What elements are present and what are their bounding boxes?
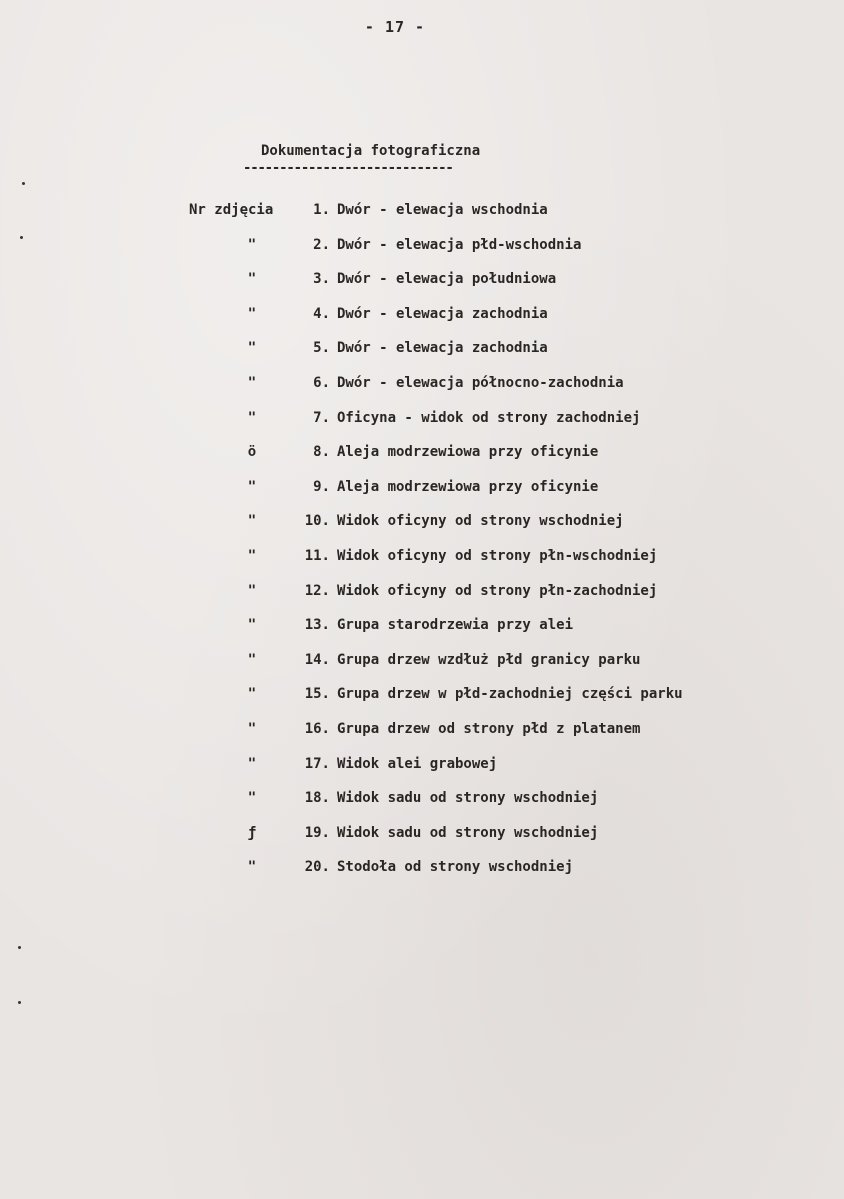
photo-description: Grupa drzew wzdłuż płd granicy parku <box>337 651 641 668</box>
ditto-mark: " <box>247 617 257 634</box>
margin-dot <box>20 236 23 239</box>
list-item <box>0 336 844 371</box>
photo-number: 8. <box>313 444 330 461</box>
ditto-mark: " <box>247 859 257 876</box>
ditto-mark: " <box>247 271 257 288</box>
list-item <box>0 682 844 717</box>
list-item <box>0 267 844 302</box>
photo-number: 19. <box>304 824 330 841</box>
photo-number: 17. <box>304 755 330 772</box>
photo-number: 4. <box>313 305 330 322</box>
list-item <box>0 475 844 510</box>
photo-description: Dwór - elewacja wschodnia <box>337 202 548 218</box>
photo-description: Widok alei grabowej <box>337 755 498 772</box>
photo-number: 14. <box>304 651 330 668</box>
photo-description: Dwór - elewacja płd-wschodnia <box>337 236 582 253</box>
list-item <box>0 648 844 683</box>
ditto-mark: " <box>247 409 257 426</box>
photo-description: Aleja modrzewiowa przy oficynie <box>337 478 599 495</box>
ditto-mark: " <box>247 755 257 772</box>
photo-number: 6. <box>313 374 330 391</box>
photo-description: Dwór - elewacja południowa <box>337 271 557 288</box>
list-item <box>0 613 844 648</box>
list-item <box>0 544 844 579</box>
photo-description: Widok sadu od strony wschodniej <box>337 824 599 841</box>
photo-description: Dwór - elewacja zachodnia <box>337 340 548 357</box>
photo-number: 12. <box>304 582 330 599</box>
photo-number: 20. <box>304 859 330 876</box>
list-item <box>0 786 844 821</box>
margin-dot <box>22 182 25 185</box>
list-item <box>0 821 844 856</box>
list-item <box>0 579 844 614</box>
page-number: - 17 - <box>364 18 426 36</box>
photo-number-label: Nr zdjęcia <box>189 202 274 218</box>
photo-description: Stodoła od strony wschodniej <box>337 859 574 876</box>
ditto-mark: " <box>247 720 257 737</box>
ditto-mark: " <box>247 305 257 322</box>
photo-number: 3. <box>313 271 330 288</box>
ditto-mark: ƒ <box>247 824 257 841</box>
list-item <box>0 198 844 233</box>
list-item <box>0 233 844 268</box>
list-item <box>0 855 844 890</box>
list-item <box>0 302 844 337</box>
ditto-mark: " <box>247 340 257 357</box>
photo-number: 15. <box>304 686 330 703</box>
photo-description: Widok oficyny od strony płn-zachodniej <box>337 582 658 599</box>
list-item <box>0 717 844 752</box>
ditto-mark: " <box>247 790 257 807</box>
photo-number: 16. <box>304 720 330 737</box>
photo-number: 7. <box>313 409 330 426</box>
list-item <box>0 371 844 406</box>
margin-dot <box>18 946 21 949</box>
photo-description: Aleja modrzewiowa przy oficynie <box>337 444 599 461</box>
ditto-mark: " <box>247 582 257 599</box>
photo-description: Grupa starodrzewia przy alei <box>337 617 574 634</box>
photo-description: Grupa drzew w płd-zachodniej części parku <box>337 686 683 703</box>
photo-number: 2. <box>313 236 330 253</box>
photo-number: 11. <box>304 547 330 564</box>
ditto-mark: " <box>247 547 257 564</box>
photo-number: 9. <box>313 478 330 495</box>
photo-number: 5. <box>313 340 330 357</box>
list-item <box>0 406 844 441</box>
list-item <box>0 440 844 475</box>
margin-dot <box>18 1001 21 1004</box>
photo-description: Grupa drzew od strony płd z platanem <box>337 720 641 737</box>
section-heading: Dokumentacja fotograficzna <box>261 143 481 159</box>
photo-description: Dwór - elewacja zachodnia <box>337 305 548 322</box>
list-item <box>0 752 844 787</box>
photo-number: 1. <box>313 202 330 218</box>
ditto-mark: " <box>247 374 257 391</box>
photo-description: Dwór - elewacja północno-zachodnia <box>337 374 624 391</box>
photo-number: 13. <box>304 617 330 634</box>
photo-number: 10. <box>304 513 330 530</box>
list-item <box>0 509 844 544</box>
photo-description: Widok oficyny od strony wschodniej <box>337 513 624 530</box>
ditto-mark: " <box>247 686 257 703</box>
photo-list <box>0 198 844 890</box>
photo-description: Widok oficyny od strony płn-wschodniej <box>337 547 658 564</box>
ditto-mark: ö <box>247 444 257 461</box>
photo-description: Oficyna - widok od strony zachodniej <box>337 409 641 426</box>
ditto-mark: " <box>247 236 257 253</box>
photo-description: Widok sadu od strony wschodniej <box>337 790 599 807</box>
ditto-mark: " <box>247 478 257 495</box>
ditto-mark: " <box>247 513 257 530</box>
ditto-mark: " <box>247 651 257 668</box>
heading-underline: ----------------------------- <box>243 160 453 176</box>
photo-number: 18. <box>304 790 330 807</box>
